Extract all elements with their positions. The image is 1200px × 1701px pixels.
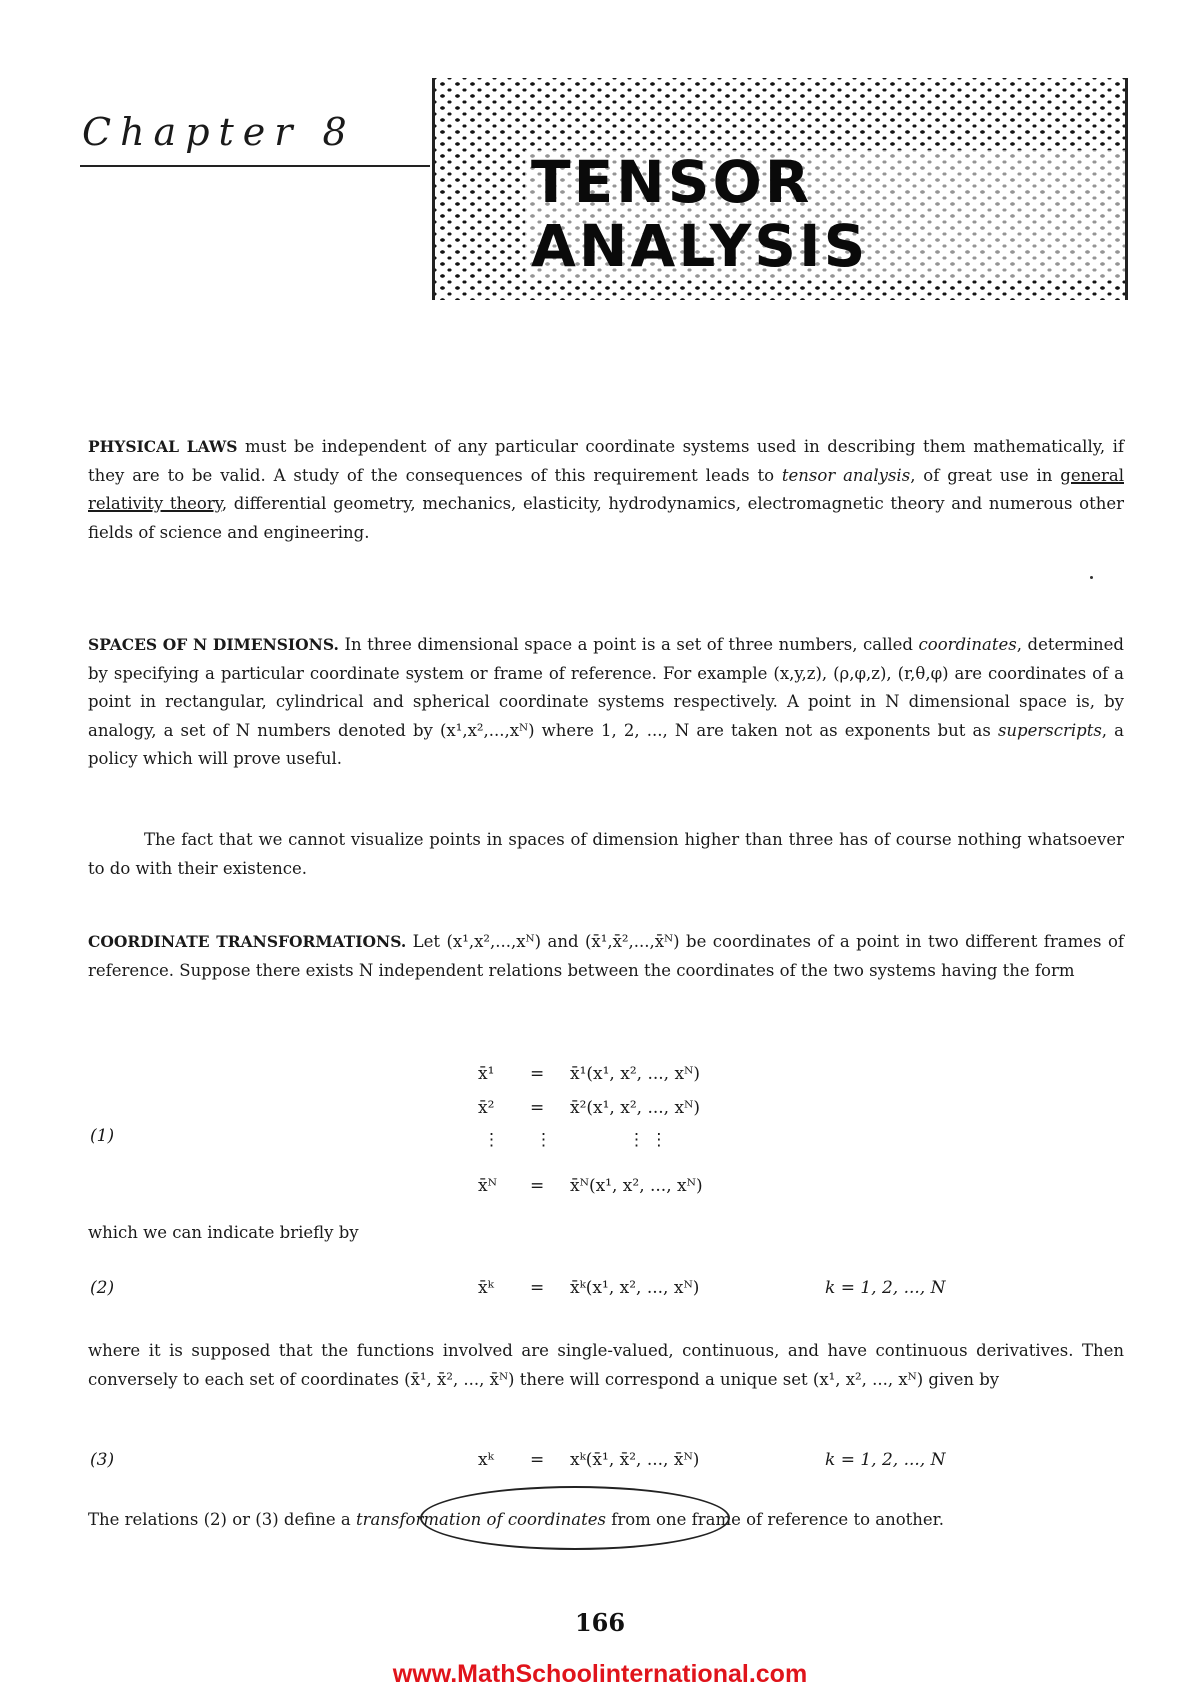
equation-1-line: ⋮ ⋮ ⋮ ⋮ — [483, 1130, 668, 1150]
stray-mark — [1090, 576, 1093, 579]
page-number: 166 — [574, 1608, 626, 1637]
spaces-italic-2: superscripts — [997, 720, 1102, 740]
chapter-title: TENSOR ANALYSIS — [525, 150, 1125, 278]
equation-1-line: x̄ᴺ = x̄ᴺ(x¹, x², ..., xᴺ) — [478, 1176, 703, 1196]
website-link[interactable]: www.MathSchoolinternational.com — [392, 1660, 808, 1688]
chapter-rule — [80, 165, 430, 167]
spaces-text-3: , a policy which will prove useful. — [88, 720, 1125, 768]
equation-3-label: (3) — [90, 1450, 115, 1470]
physical-laws-text-2: , of great use in — [910, 465, 1061, 485]
spaces-text-2: , determined by specifying a particular coordinate system or frame of reference. For example (x,y,z), (ρ,φ,z), (r,θ,φ) are coordinates of a point in rectangular, cylindrical and spherical coordinate systems respectively. A point in N dimensional space is, by analogy, a set of N numbers denoted by (x¹,x²,...,xᴺ) where 1, 2, ..., N are taken not as exponents but as — [88, 635, 1124, 740]
chapter-banner — [432, 78, 1128, 300]
physical-laws-italic: tensor analysis — [781, 465, 911, 485]
equation-2-label: (2) — [90, 1278, 115, 1298]
chapter-label: Chapter 8 — [82, 110, 356, 154]
transformations-heading: COORDINATE TRANSFORMATIONS. — [88, 932, 407, 951]
physical-laws-paragraph — [88, 433, 1124, 547]
final-sentence: The relations (2) or (3) define a transformation of coordinates from one frame of reference to another. — [88, 1510, 944, 1529]
where-text: where it is supposed that the functions involved are single-valued, continuous, and have continuous derivatives. Then conversely to each set of coordinates (x̄¹, x̄², ..., x̄ᴺ) there will correspond a unique set (x¹, x², ..., xᴺ) given by — [88, 1341, 1124, 1389]
spaces-text-1: In three dimensional space a point is a set of three numbers, called — [338, 635, 919, 654]
physical-laws-underlined: general relativity theory — [88, 465, 1124, 513]
equation-1-line: x̄² = x̄²(x¹, x², ..., xᴺ) — [478, 1098, 701, 1118]
spaces-italic-1: coordinates — [918, 635, 1017, 654]
equation-1-label: (1) — [90, 1126, 115, 1146]
spaces-paragraph-2: The fact that we cannot visualize points in spaces of dimension higher than three has of course nothing whatsoever to do with their existence. — [88, 830, 1124, 878]
transformations-text-1: Let (x¹,x²,...,xᴺ) and (x̄¹,x̄²,...,x̄ᴺ) be coordinates of a point in two different frames of reference. Suppose there exists N independent relations between the coordinates of the two systems having the form — [88, 932, 1124, 980]
spaces-paragraph — [88, 631, 1124, 774]
spaces-heading: SPACES OF N DIMENSIONS. — [88, 635, 339, 654]
physical-laws-heading: PHYSICAL LAWS — [88, 437, 238, 456]
physical-laws-text-3: , differential geometry, mechanics, elasticity, hydrodynamics, electromagnetic theory and numerous other fields of science and engineering. — [88, 494, 1124, 542]
equation-1-line: x̄¹ = x̄¹(x¹, x², ..., xᴺ) — [478, 1064, 701, 1084]
equation-3: xᵏ = xᵏ(x̄¹, x̄², ..., x̄ᴺ) k = 1, 2, ..., N — [478, 1450, 946, 1470]
physical-laws-text-1: must be independent of any particular coordinate systems used in describing them mathematically, if they are to be valid. A study of the consequences of this requirement leads to — [88, 437, 1124, 485]
brief-text: which we can indicate briefly by — [88, 1223, 359, 1242]
transformations-paragraph — [88, 928, 1124, 985]
final-italic: transformation of coordinates — [355, 1510, 606, 1529]
handwritten-circle — [420, 1486, 730, 1550]
equation-2: x̄ᵏ = x̄ᵏ(x¹, x², ..., xᴺ) k = 1, 2, ..., N — [478, 1278, 946, 1298]
